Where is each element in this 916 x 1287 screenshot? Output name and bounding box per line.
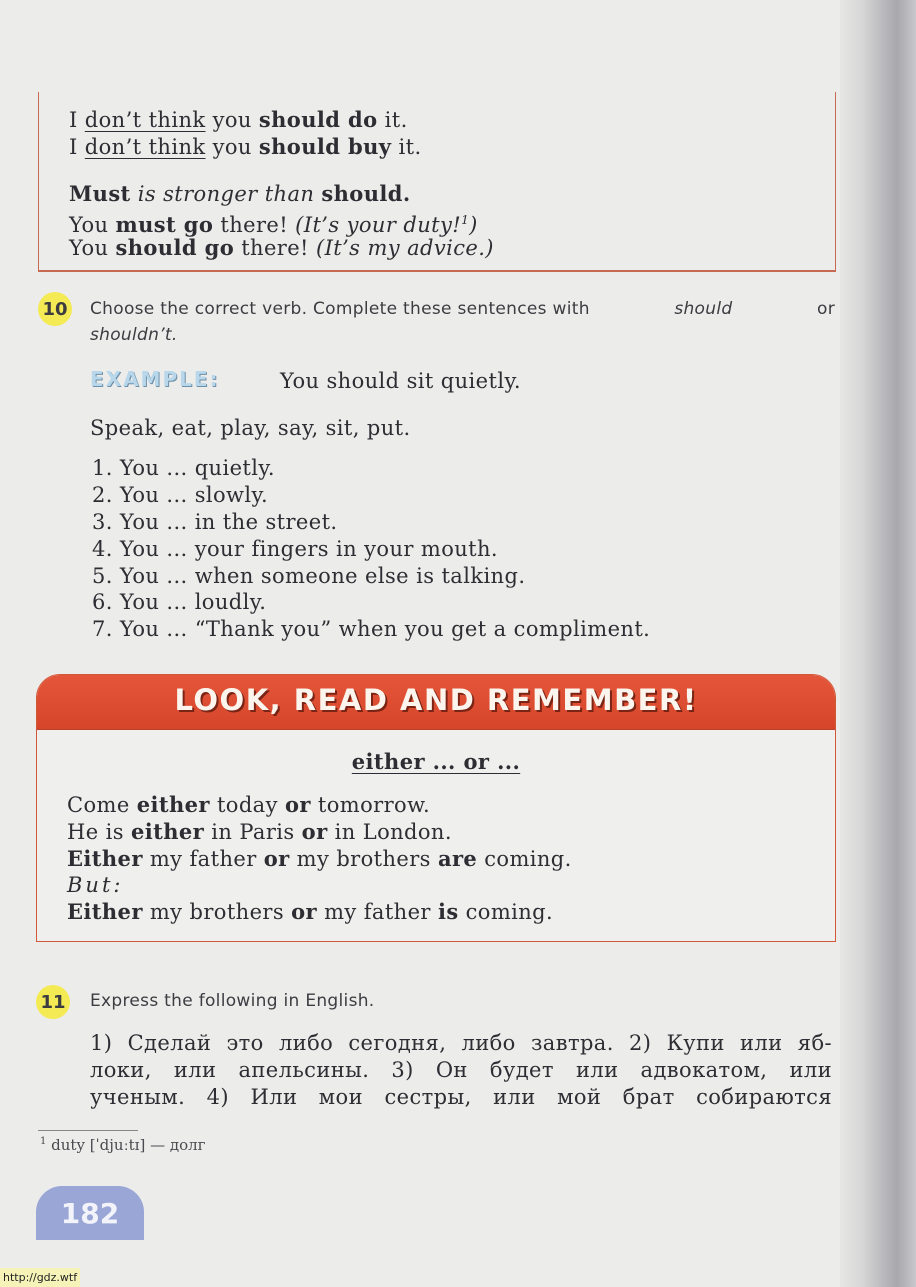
exercise-10-item-7: 7. You ... “Thank you” when you get a compliment. — [92, 617, 651, 641]
exercise-11-instruction: Express the following in English. — [90, 991, 375, 1011]
look-read-remember-box — [36, 674, 836, 942]
watermark-link[interactable]: http://gdz.wtf — [0, 1268, 80, 1287]
either-or-sentence-1: Come either today or tomorrow. — [67, 792, 431, 817]
example-label: EXAMPLE: — [90, 367, 220, 391]
exercise-10-item-2: 2. You ... slowly. — [92, 483, 269, 507]
page-edge-shadow — [840, 0, 916, 1287]
grammar-line-2: I don’t think you should buy it. — [69, 134, 422, 159]
exercise-10-item-5: 5. You ... when someone else is talking. — [92, 564, 526, 588]
exercise-10-item-1: 1. You ... quietly. — [92, 456, 275, 480]
grammar-example-must: You must go there! (It’s your duty!$^1$) — [69, 212, 478, 237]
but-label: But: — [67, 873, 124, 897]
look-read-remember-title: LOOK, READ AND REMEMBER! — [174, 683, 698, 717]
exercise-11-line-2: локи, или апельсины. 3) Он будет или адвокатом, или — [90, 1058, 832, 1082]
footnote-rule — [38, 1130, 138, 1131]
look-read-remember-banner — [37, 675, 835, 730]
either-or-sentence-4: Either my brothers or my father is coming. — [67, 899, 554, 924]
verb-list: Speak, eat, play, say, sit, put. — [90, 416, 411, 440]
either-or-heading: either ... or ... — [351, 749, 521, 774]
exercise-11-line-1: 1) Сделай это либо сегодня, либо завтра. 2) Купи или яб- — [90, 1031, 832, 1055]
example-sentence: You should sit quietly. — [280, 369, 522, 393]
either-or-sentence-3: Either my father or my brothers are coming. — [67, 846, 572, 871]
exercise-10-item-6: 6. You ... loudly. — [92, 590, 267, 614]
exercise-11-line-3: ученым. 4) Или мои сестры, или мой брат собираются — [90, 1085, 832, 1109]
exercise-10-item-3: 3. You ... in the street. — [92, 510, 338, 534]
exercise-10-instruction: Choose the correct verb. Complete these sentences with should or shouldn’t. — [90, 299, 835, 345]
grammar-line-1: I don’t think you should do it. — [69, 107, 408, 132]
exercise-11-badge: 11 — [36, 985, 70, 1019]
exercise-10-badge: 10 — [38, 292, 72, 326]
footnote: $^1$ duty [ˈdjuːtɪ] — долг — [40, 1136, 206, 1154]
exercise-10-item-4: 4. You ... your fingers in your mouth. — [92, 537, 498, 561]
page-number: 182 — [36, 1186, 144, 1240]
grammar-box — [38, 92, 836, 272]
grammar-example-should: You should go there! (It’s my advice.) — [69, 235, 494, 260]
grammar-rule: Must is stronger than should. — [69, 181, 411, 206]
either-or-sentence-2: He is either in Paris or in London. — [67, 819, 452, 844]
